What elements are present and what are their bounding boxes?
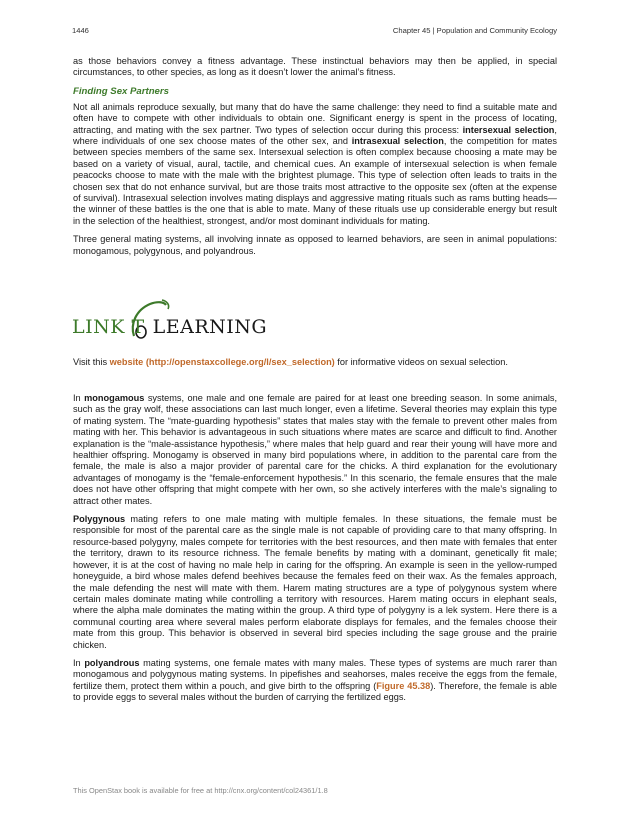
paragraph-selection [73, 102, 557, 227]
mating-systems-content [73, 393, 557, 711]
text-run: mating refers to one male mating with multiple females. In these situations, the female must be responsible for most of the parental care as the single male is not capable of providing care to that many offspring. In resource-based polygyny, males compete for territories with the best resources, and then mate with females that enter the territory, drawn to its resource richness. The female benefits by mating with a dominant, genetically fit male; however, it is at the cost of having no male help in caring for the offspring. An example is seen in the yellow-rumped honeyguide, a bird whose males defend beehives because the females feed on their wax. As the females approach, the male defending the nest will mate with them. Harem mating structures are a type of polygynous system where certain males dominate mating while controlling a territory with resources. Harem mating occurs in elephant seals, where the alpha male dominates the mating within the group. A third type of polygyny is a lek system. Here there is a communal courting area where several males perform elaborate displays for females, and the females choose their mate from this group. This behavior is observed in several bird species including the sage grouse and the prairie chicken. [73, 514, 557, 650]
main-content [73, 56, 557, 264]
page-number: 1446 [72, 26, 89, 35]
section-heading: Finding Sex Partners [73, 85, 169, 97]
text-run: systems, one male and one female are paired for at least one breeding season. In some animals, such as the gray wolf, these associations can last much longer, even a lifetime. Several theories may explain this type of mating system. The “mate-guarding hypothesis” states that males stay with the female to prevent other males from mating with her. This behavior is advantageous in such situations where mates are scarce and difficult to find. Another explanation is the “male-assistance hypothesis,” where males that help guard and rear their young will have more and healthier offspring. Monogamy is observed in many bird populations where, in addition to the parental care from the female, the male is also a major provider of parental care for the chicks. A third explanation for the evolutionary advantages of monogamy is the “female-enforcement hypothesis.” In this scenario, the female ensures that the male does not have other offspring that might compete with her own, so she actively interferes with the male’s signaling to attract other mates. [73, 393, 558, 506]
paragraph-monogamous [73, 393, 557, 507]
figure-reference-link[interactable]: Figure 45.38 [376, 680, 431, 691]
text-run: Not all animals reproduce sexually, but many that do have the same challenge: they need to find a suitable mate and often have to compete with other individuals to obtain one. Significant energy is spent in the process of locating, attracting, and mating with the sex partner. Two types of selection occur during this process: [73, 101, 557, 135]
text-run: Visit this [73, 357, 110, 367]
term-intrasexual: intrasexual selection [351, 136, 444, 147]
text-run: , where individuals of one sex choose mates of the other sex, and [73, 124, 557, 147]
paragraph-polyandrous [73, 658, 557, 704]
paragraph-polygynous [73, 514, 557, 651]
page-footer: This OpenStax book is available for free at http://cnx.org/content/col24361/1.8 [73, 786, 328, 795]
text-run: for informative videos on sexual selection. [334, 357, 508, 367]
text-run: , the competition for mates between species members of the same sex. Intersexual selection is often complex because choosing a mate may be based on a variety of visual, aural, tactile, and chemical cues. An example of intersexual selection is when female peacocks choose to mate with the male with the brightest plumage. This type of selection often leads to traits in the chosen sex that do not enhance survival, but are those traits most attractive to the opposite sex (often at the expense of survival). Intrasexual selection involves mating displays and aggressive mating rituals such as rams butting heads—the winner of these battles is the one that is able to mate. Many of these rituals use up considerable energy but result in the selection of the healthiest, strongest, and/or most dominant individuals for mating. [73, 136, 557, 226]
paragraph-mating-systems: Three general mating systems, all involving innate as opposed to learned behaviors, are seen in animal populations: monogamous, polygynous, and polyandrous. [73, 234, 557, 256]
running-head: Chapter 45 | Population and Community Ecology [392, 26, 557, 35]
logo-text-left: LINK T [72, 316, 145, 338]
term-intersexual: intersexual selection [462, 124, 555, 135]
logo-text [72, 316, 267, 338]
text-run: In [73, 657, 85, 668]
sex-selection-link[interactable]: website (http://openstaxcollege.org/l/sex_selection) [109, 357, 335, 367]
logo-text-right: LEARNING [152, 316, 268, 338]
link-to-learning-text [73, 357, 508, 368]
text-run: ). Therefore, the female is able to provide eggs to several males without the burden of carrying the fertilized eggs. [73, 680, 557, 703]
intro-paragraph: as those behaviors convey a fitness advantage. These instinctual behaviors may then be applied, in special circumstances, to other species, as long as it doesn’t lower the animal’s fitness. [73, 56, 557, 78]
term-polyandrous: polyandrous [84, 657, 140, 668]
term-polygynous: Polygynous [73, 514, 126, 525]
text-run: In [73, 393, 85, 403]
term-monogamous: monogamous [84, 393, 145, 403]
text-run: mating systems, one female mates with many males. These types of systems are much rarer than monogamous and polygynous mating systems. In pipefishes and seahorses, males receive the eggs from the female, fertilize them, protect them within a pouch, and give birth to the offspring ( [73, 657, 558, 691]
